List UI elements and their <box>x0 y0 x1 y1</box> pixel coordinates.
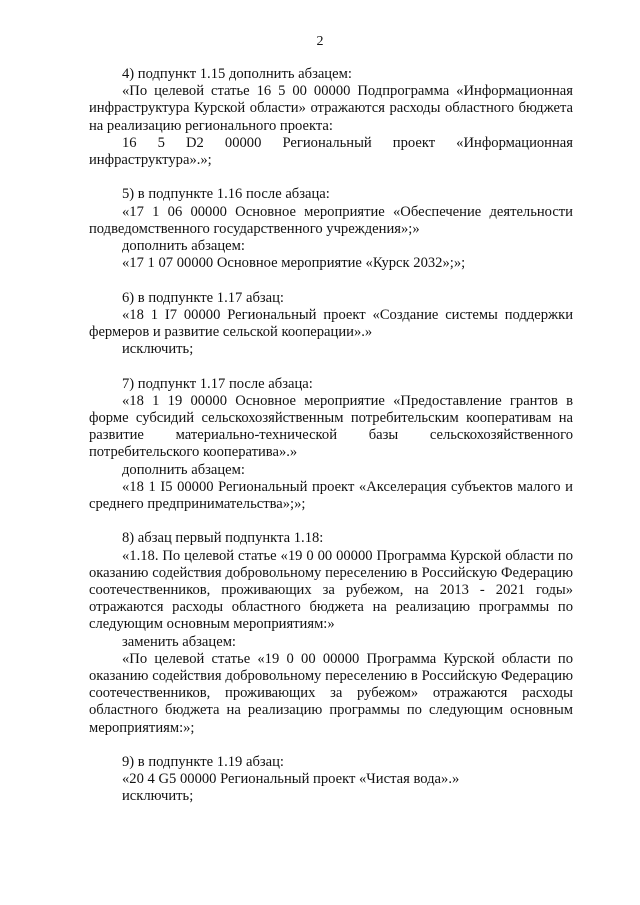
section-item-4 <box>89 66 573 169</box>
quoted-paragraph: «1.18. По целевой статье «19 0 00 00000 Программа Курской области по оказанию содействия добровольному переселению в Российскую Федерацию соотечественников, проживающих за рубежом, на 2013 - 2021 годы» отражаются расходы областного бюджета на реализацию программы по следующим основным мероприятиям:» <box>89 547 573 633</box>
instruction-text: исключить; <box>122 341 194 358</box>
section-item-9 <box>89 754 573 806</box>
quoted-paragraph: «18 1 I7 00000 Региональный проект «Создание системы поддержки фермеров и развитие сельской кооперации».» <box>89 306 573 341</box>
quoted-paragraph: 16 5 D2 00000 Региональный проект «Информационная инфраструктура».»; <box>89 134 573 169</box>
section-item-5 <box>89 186 573 272</box>
section-heading: 8) абзац первый подпункта 1.18: <box>122 530 324 547</box>
document-body <box>89 66 573 806</box>
quoted-paragraph: «По целевой статье «19 0 00 00000 Программа Курской области по оказанию содействия добровольному переселению в Российскую Федерацию соотечественников, проживающих за рубежом» отражаются расходы областного бюджета на реализацию программы по следующим основным мероприятиям:»; <box>89 650 573 736</box>
instruction-text: исключить; <box>122 788 194 805</box>
instruction-text: заменить абзацем: <box>122 633 236 650</box>
section-heading: 5) в подпункте 1.16 после абзаца: <box>122 186 330 203</box>
section-item-8 <box>89 530 573 736</box>
instruction-text: дополнить абзацем: <box>122 461 245 478</box>
section-item-7 <box>89 376 573 514</box>
quoted-paragraph: «18 1 I5 00000 Региональный проект «Акселерация субъектов малого и среднего предпринимательства»;»; <box>89 478 573 513</box>
section-heading: 7) подпункт 1.17 после абзаца: <box>122 375 313 392</box>
section-item-6 <box>89 290 573 359</box>
quoted-paragraph: «По целевой статье 16 5 00 00000 Подпрограмма «Информационная инфраструктура Курской области» отражаются расходы областного бюджета на реализацию регионального проекта: <box>89 83 573 134</box>
section-heading: 4) подпункт 1.15 дополнить абзацем: <box>122 66 352 82</box>
section-heading: 6) в подпункте 1.17 абзац: <box>122 289 284 306</box>
quoted-paragraph: «17 1 07 00000 Основное мероприятие «Курск 2032»;»; <box>122 255 466 272</box>
quoted-paragraph: «17 1 06 00000 Основное мероприятие «Обеспечение деятельности подведомственного государственного учреждения»;» <box>89 203 573 237</box>
section-heading: 9) в подпункте 1.19 абзац: <box>122 754 284 771</box>
quoted-paragraph: «20 4 G5 00000 Региональный проект «Чистая вода».» <box>122 771 460 788</box>
quoted-paragraph: «18 1 19 00000 Основное мероприятие «Предоставление грантов в форме субсидий сельскохозяйственным потребительским кооперативам на развитие материально-технической базы сельскохозяйственного потребительского кооператива».» <box>89 392 573 461</box>
instruction-text: дополнить абзацем: <box>122 238 245 255</box>
page-number: 2 <box>316 34 324 49</box>
